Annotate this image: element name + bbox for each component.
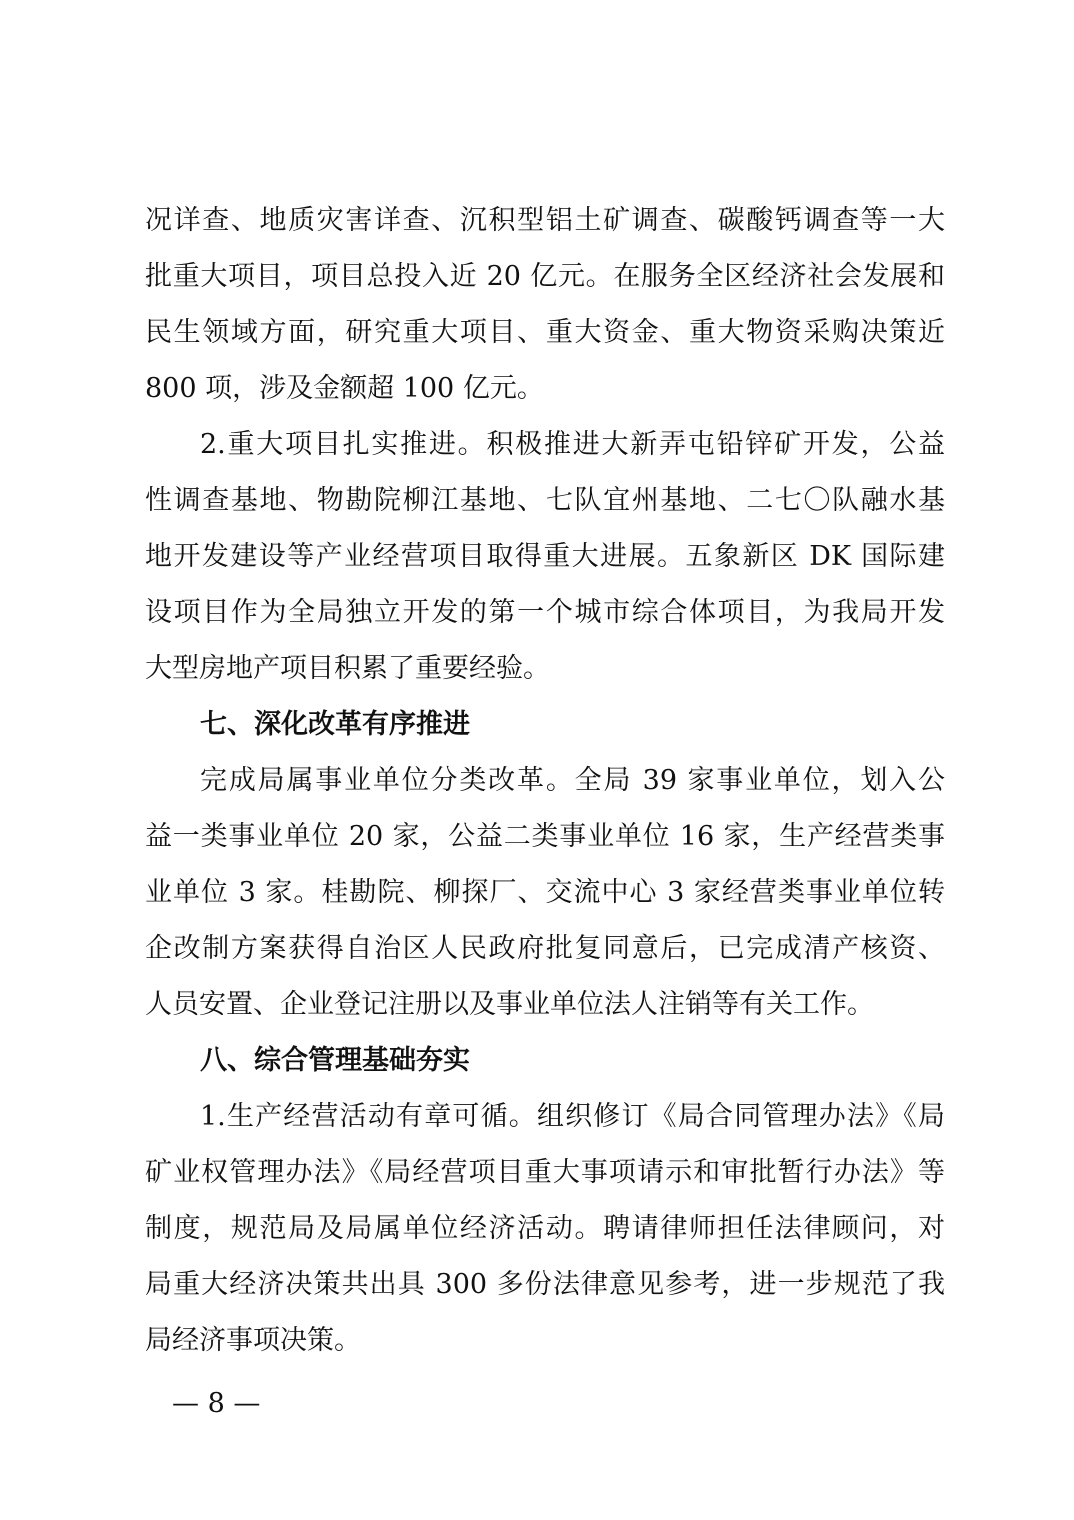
- text-line: 设项目作为全局独立开发的第一个城市综合体项目，为我局开发: [145, 597, 945, 628]
- section-heading-reform: 七、深化改革有序推进: [200, 709, 470, 740]
- page-number: — 8 —: [172, 1388, 261, 1419]
- paragraph-start-line: 完成局属事业单位分类改革。全局 39 家事业单位，划入公: [200, 765, 945, 796]
- text-line: 制度，规范局及局属单位经济活动。聘请律师担任法律顾问，对: [145, 1213, 945, 1244]
- text-line: 性调查基地、物勘院柳江基地、七队宜州基地、二七〇队融水基: [145, 485, 945, 516]
- section-heading-management: 八、综合管理基础夯实: [200, 1045, 470, 1076]
- text-line: 批重大项目，项目总投入近 20 亿元。在服务全区经济社会发展和: [145, 261, 945, 292]
- paragraph-start-line: 1.生产经营活动有章可循。组织修订《局合同管理办法》《局: [200, 1101, 945, 1132]
- text-line: 局重大经济决策共出具 300 多份法律意见参考，进一步规范了我: [145, 1269, 945, 1300]
- paragraph-start-line: 2.重大项目扎实推进。积极推进大新弄屯铅锌矿开发，公益: [200, 429, 945, 460]
- text-line: 人员安置、企业登记注册以及事业单位法人注销等有关工作。: [145, 989, 874, 1020]
- text-line: 企改制方案获得自治区人民政府批复同意后，已完成清产核资、: [145, 933, 945, 964]
- text-line: 大型房地产项目积累了重要经验。: [145, 653, 550, 684]
- text-line: 益一类事业单位 20 家，公益二类事业单位 16 家，生产经营类事: [145, 821, 945, 852]
- text-line: 业单位 3 家。桂勘院、柳探厂、交流中心 3 家经营类事业单位转: [145, 877, 945, 908]
- text-line: 800 项，涉及金额超 100 亿元。: [145, 373, 544, 404]
- text-line: 况详查、地质灾害详查、沉积型铝土矿调查、碳酸钙调查等一大: [145, 205, 945, 236]
- text-line: 民生领域方面，研究重大项目、重大资金、重大物资采购决策近: [145, 317, 945, 348]
- text-line: 矿业权管理办法》《局经营项目重大事项请示和审批暂行办法》等: [145, 1157, 945, 1188]
- text-line: 局经济事项决策。: [145, 1325, 361, 1356]
- text-line: 地开发建设等产业经营项目取得重大进展。五象新区 DK 国际建: [145, 541, 945, 572]
